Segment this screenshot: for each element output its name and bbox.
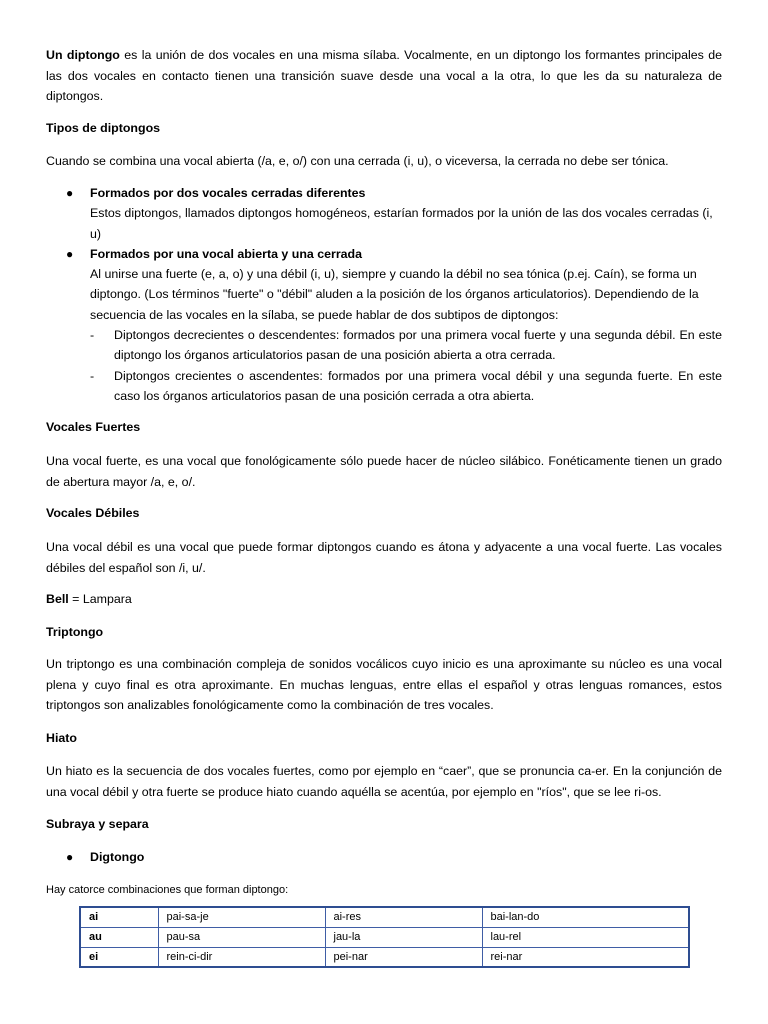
table-cell: au bbox=[80, 927, 158, 947]
sub-list-item bbox=[46, 325, 722, 366]
table-cell: rei-nar bbox=[482, 947, 689, 967]
table-row bbox=[80, 927, 689, 947]
subraya-list bbox=[46, 847, 722, 867]
triptongo-paragraph: Un triptongo es una combinación compleja de sonidos vocálicos cuyo inicio es una aproximante su núcleo es una vocal plena y cuyo final es otra aproximante. En muchas lenguas, entre ellas el español y otras lenguas romances, estos triptongos son analizables fonológicamente como la combinación de tres vocales. bbox=[46, 657, 722, 712]
table-cell: pai-sa-je bbox=[158, 907, 325, 927]
table-cell: rein-ci-dir bbox=[158, 947, 325, 967]
bullet-icon: ● bbox=[66, 850, 74, 864]
list-item-text: Al unirse una fuerte (e, a, o) y una débil (i, u), siempre y cuando la débil no sea tónica (p.ej. Caín), se forma un diptongo. (Los términos "fuerte" o "débil" aluden a la posición de los órganos articulatorios). Dependiendo de la secuencia de las vocales en la sílaba, se puede hablar de dos subtipos de diptongos: bbox=[90, 267, 699, 322]
heading-hiato: Hiato bbox=[46, 731, 77, 745]
debiles-paragraph: Una vocal débil es una vocal que puede formar diptongos cuando es átona y adyacente a una vocal fuerte. Las vocales débiles del español son /i, u/. bbox=[46, 540, 722, 575]
list-item bbox=[46, 847, 722, 867]
table-cell: ai-res bbox=[325, 907, 482, 927]
bell-term: Bell bbox=[46, 592, 69, 606]
tipos-paragraph: Cuando se combina una vocal abierta (/a, e, o/) con una cerrada (i, u), o viceversa, la cerrada no debe ser tónica. bbox=[46, 154, 669, 168]
bullet-icon: ● bbox=[66, 186, 74, 200]
intro-paragraph bbox=[46, 45, 722, 107]
table-cell: bai-lan-do bbox=[482, 907, 689, 927]
heading-vocales-fuertes: Vocales Fuertes bbox=[46, 420, 141, 434]
table-cell: pau-sa bbox=[158, 927, 325, 947]
heading-subraya: Subraya y separa bbox=[46, 817, 149, 831]
bullet-icon: ● bbox=[66, 246, 74, 261]
table-row bbox=[80, 947, 689, 967]
heading-triptongo: Triptongo bbox=[46, 625, 104, 639]
tipos-list bbox=[46, 183, 722, 406]
dash-icon: - bbox=[90, 368, 95, 383]
list-item bbox=[46, 183, 722, 244]
table-row bbox=[80, 907, 689, 927]
table-cell: jau-la bbox=[325, 927, 482, 947]
table-cell: ai bbox=[80, 907, 158, 927]
hiato-paragraph: Un hiato es la secuencia de dos vocales fuertes, como por ejemplo en “caer”, que se pronuncia ca-er. En la conjunción de una vocal débil y otra fuerte se produce hiato cuando aquélla se acentúa, por ejemplo en "ríos", que se lee ri-os. bbox=[46, 764, 722, 799]
heading-vocales-debiles: Vocales Débiles bbox=[46, 506, 140, 520]
diphthong-table bbox=[79, 906, 690, 968]
dash-icon: - bbox=[90, 328, 95, 343]
bell-text: = Lampara bbox=[68, 592, 132, 606]
intro-term: Un diptongo bbox=[46, 48, 120, 62]
list-item-title: Formados por dos vocales cerradas diferentes bbox=[90, 186, 366, 200]
list-item-title: Formados por una vocal abierta y una cerrada bbox=[90, 246, 362, 261]
sub-list-item-text: Diptongos crecientes o ascendentes: formados por una primera vocal débil y una segunda fuerte. En este caso los órganos articulatorios pasan de una posición cerrada a otra abierta. bbox=[114, 368, 722, 403]
table-cell: pei-nar bbox=[325, 947, 482, 967]
sub-list-item-text: Diptongos decrecientes o descendentes: formados por una primera vocal fuerte y una segunda débil. En este diptongo los órganos articulatorios pasan de una posición abierta a otra cerrada. bbox=[114, 328, 722, 363]
sub-list-item bbox=[46, 366, 722, 407]
list-item bbox=[46, 244, 722, 325]
heading-tipos: Tipos de diptongos bbox=[46, 121, 161, 135]
bell-line bbox=[46, 589, 722, 610]
table-cell: lau-rel bbox=[482, 927, 689, 947]
table-cell: ei bbox=[80, 947, 158, 967]
fuertes-paragraph: Una vocal fuerte, es una vocal que fonológicamente sólo puede hacer de núcleo silábico. Fonéticamente tienen un grado de abertura mayor /a, e, o/. bbox=[46, 454, 722, 489]
list-item-title: Digtongo bbox=[90, 850, 145, 864]
combinations-note: Hay catorce combinaciones que forman diptongo: bbox=[46, 884, 289, 896]
intro-text: es la unión de dos vocales en una misma sílaba. Vocalmente, en un diptongo los formantes principales de las dos vocales en contacto tienen una transición suave desde una vocal a la otra, lo que les da su naturaleza de diptongos. bbox=[46, 48, 722, 103]
list-item-text: Estos diptongos, llamados diptongos homogéneos, estarían formados por la unión de las dos vocales cerradas (i, u) bbox=[90, 206, 713, 241]
